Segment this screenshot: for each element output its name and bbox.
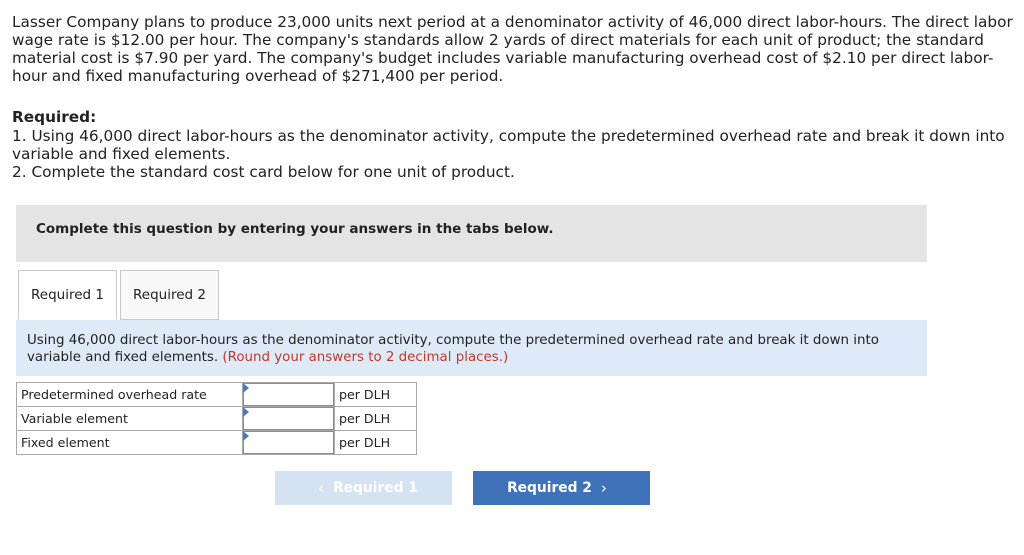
input-cell xyxy=(243,383,335,407)
question-panel xyxy=(16,320,927,376)
rounding-hint: (Round your answers to 2 decimal places.) xyxy=(222,350,509,365)
tab-required-2[interactable]: Required 2 xyxy=(120,270,219,320)
prev-button-label: Required 1 xyxy=(333,480,418,496)
question-body: Using 46,000 direct labor-hours as the denominator activity, compute the predetermined overhead rate and break it down into variable and fixed elements. xyxy=(27,333,879,365)
row-label-fixed-element: Fixed element xyxy=(17,431,243,455)
input-cell xyxy=(243,407,335,431)
chevron-left-icon: ‹ xyxy=(318,479,325,497)
row-label-predetermined-rate: Predetermined overhead rate xyxy=(17,383,243,407)
answer-table xyxy=(16,382,417,455)
unit-label: per DLH xyxy=(335,431,417,455)
required-heading: Required: xyxy=(12,108,97,126)
table-row xyxy=(17,383,417,407)
question-text xyxy=(27,332,922,366)
predetermined-rate-input[interactable] xyxy=(243,383,334,406)
chevron-right-icon: › xyxy=(600,479,607,497)
variable-element-input[interactable] xyxy=(243,407,334,430)
tab-required-1[interactable]: Required 1 xyxy=(18,270,117,320)
table-row xyxy=(17,431,417,455)
required-item-2: 2. Complete the standard cost card below for one unit of product. xyxy=(12,163,515,181)
instruction-text: Complete this question by entering your answers in the tabs below. xyxy=(36,221,554,237)
table-row xyxy=(17,407,417,431)
input-cell xyxy=(243,431,335,455)
unit-label: per DLH xyxy=(335,383,417,407)
unit-label: per DLH xyxy=(335,407,417,431)
next-button[interactable] xyxy=(473,471,650,505)
instruction-banner xyxy=(16,205,927,262)
row-label-variable-element: Variable element xyxy=(17,407,243,431)
fixed-element-input[interactable] xyxy=(243,431,334,454)
prev-button xyxy=(275,471,452,505)
problem-statement: Lasser Company plans to produce 23,000 units next period at a denominator activity of 46,000 direct labor-hours. The direct labor wage rate is $12.00 per hour. The company's standards allow 2 yards of direct materials for each unit of product; the standard material cost is $7.90 per yard. The company's budget includes variable manufacturing overhead cost of $2.10 per direct labor-hour and fixed manufacturing overhead of $271,400 per period. xyxy=(12,13,1013,85)
required-item-1: 1. Using 46,000 direct labor-hours as the denominator activity, compute the predetermined overhead rate and break it down into variable and fixed elements. xyxy=(12,127,1005,163)
required-list xyxy=(12,127,1016,181)
next-button-label: Required 2 xyxy=(507,480,592,496)
